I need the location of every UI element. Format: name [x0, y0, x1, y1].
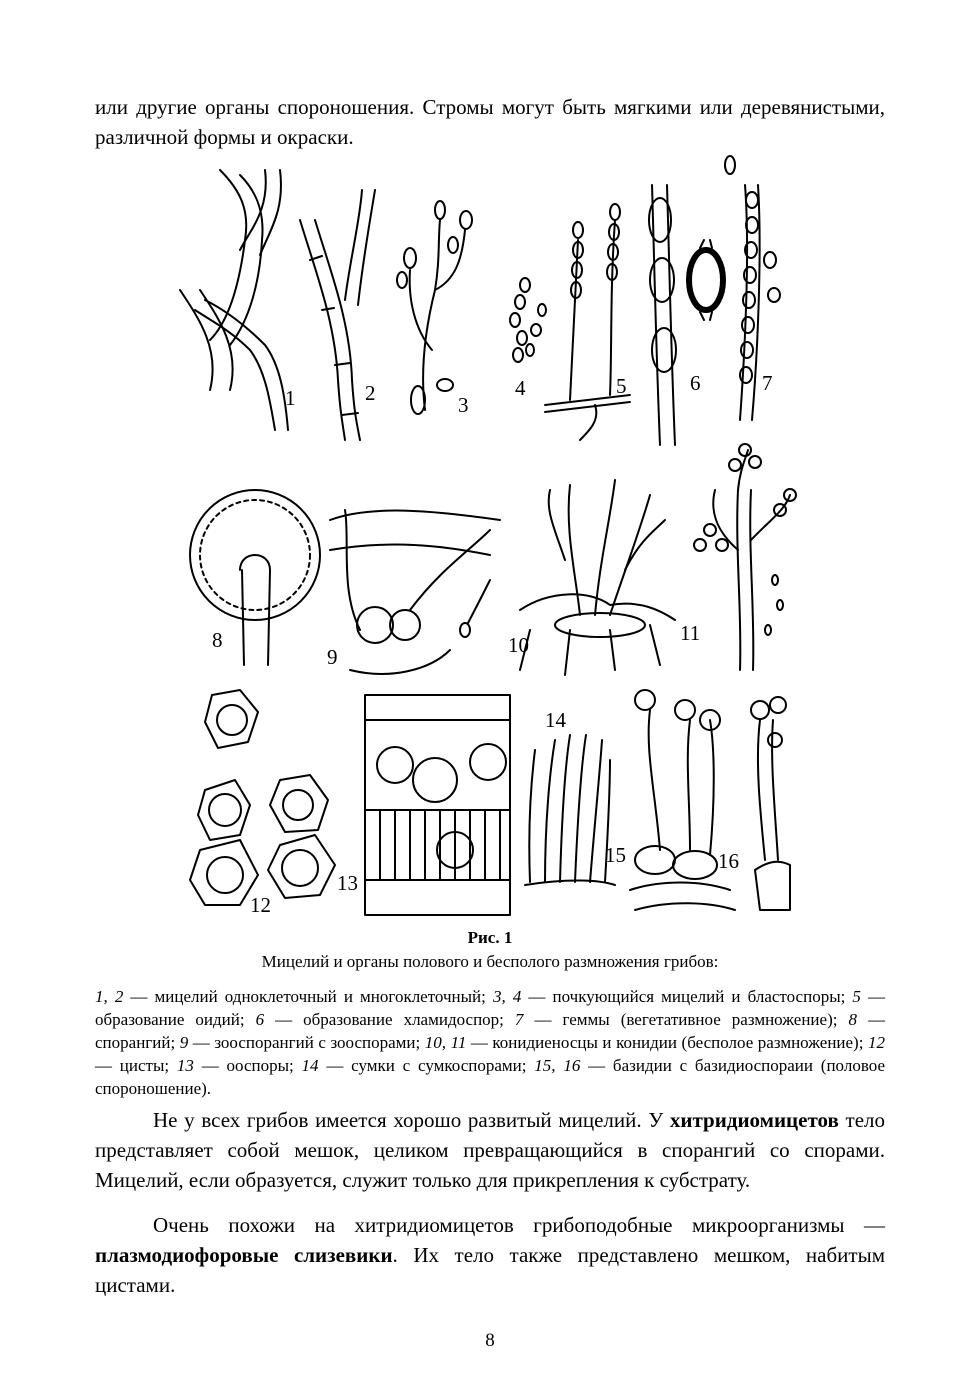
legend-text: — базидии с базидиоспораии (половое спороношение).: [95, 1056, 885, 1098]
panel-4-drawing: [510, 278, 546, 362]
panel-3-drawing: [397, 201, 472, 414]
legend-text: — образование оидий;: [95, 987, 886, 1029]
panel-label-4: 4: [515, 376, 526, 400]
legend-text: — образование хламидоспор;: [264, 1010, 515, 1029]
panel-label-5: 5: [616, 374, 627, 398]
panel-13-drawing: [365, 695, 510, 915]
legend-text: — ооспоры;: [193, 1056, 302, 1075]
panel-label-15: 15: [605, 843, 626, 867]
figure-legend: [95, 985, 885, 1100]
legend-num: 9: [179, 1033, 189, 1052]
panel-11-drawing: [694, 444, 796, 670]
panel-6-drawing: [649, 185, 723, 445]
panel-8-drawing: [190, 490, 320, 665]
legend-num: 5: [852, 987, 861, 1006]
panel-label-8: 8: [212, 628, 223, 652]
figure-illustration: [170, 150, 820, 930]
panel-10-drawing: [520, 480, 675, 675]
page-number: 8: [485, 1330, 495, 1351]
legend-num: 1, 2: [95, 987, 124, 1006]
legend-num: 10, 11: [424, 1033, 467, 1052]
panel-label-9: 9: [327, 645, 338, 669]
panel-label-13: 13: [337, 871, 358, 895]
term-chytridiomycetes: хитридиомицетов: [669, 1108, 839, 1132]
panel-label-12: 12: [250, 893, 271, 917]
paragraph-text: Не у всех грибов имеется хорошо развитый мицелий. У: [153, 1108, 670, 1132]
panel-label-6: 6: [690, 371, 701, 395]
legend-num: 6: [255, 1010, 265, 1029]
paragraph-chytrids: [95, 1105, 885, 1195]
panel-14-drawing: [525, 735, 615, 885]
figure-label: Рис. 1: [467, 928, 513, 947]
panel-label-16: 16: [718, 849, 739, 873]
legend-text: — зооспорангий с зооспорами;: [188, 1033, 425, 1052]
legend-text: — цисты;: [95, 1056, 177, 1075]
panel-9-drawing: [330, 510, 500, 674]
legend-text: — сумки с сумкоспорами;: [318, 1056, 535, 1075]
legend-num: 13: [176, 1056, 194, 1075]
paragraph-slime-molds: [95, 1210, 885, 1300]
paragraph-text: . Их тело также представлено мешком, набитым цистами.: [95, 1243, 885, 1297]
term-plasmodiophorids: плазмодиофоровые слизевики: [95, 1243, 393, 1267]
panel-label-11: 11: [680, 621, 701, 645]
fungi-drawings: [170, 150, 820, 930]
legend-num: 14: [301, 1056, 319, 1075]
legend-num: 15, 16: [534, 1056, 581, 1075]
panel-label-2: 2: [365, 381, 376, 405]
panel-label-10: 10: [508, 633, 529, 657]
legend-text: — конидиеносцы и конидии (бесполое размножение);: [466, 1033, 868, 1052]
legend-text: — почкующийся мицелий и бластоспоры;: [521, 987, 853, 1006]
legend-text: — мицелий одноклеточный и многоклеточный;: [123, 987, 493, 1006]
legend-text: — геммы (вегетативное размножение);: [523, 1010, 849, 1029]
paragraph-text: Очень похожи на хитридиомицетов грибоподобные микроорганизмы —: [153, 1213, 885, 1237]
panel-label-1: 1: [285, 386, 296, 410]
panel-15-drawing: [630, 690, 735, 910]
legend-text: — спорангий;: [95, 1010, 886, 1052]
panel-2-drawing: [300, 190, 375, 440]
panel-5-drawing: [545, 204, 630, 440]
legend-num: 3, 4: [492, 987, 522, 1006]
legend-num: 7: [514, 1010, 524, 1029]
panel-12-drawing: [190, 690, 335, 905]
figure-caption: Мицелий и органы полового и бесполого размножения грибов:: [261, 952, 719, 971]
panel-1-drawing: [180, 170, 288, 430]
legend-num: 8: [848, 1010, 857, 1029]
intro-paragraph: или другие органы спороношения. Стромы могут быть мягкими или деревянистыми, различной формы и окраски.: [95, 95, 885, 149]
panel-label-7: 7: [762, 371, 773, 395]
panel-label-14: 14: [545, 708, 566, 732]
paragraph-text: тело представляет собой мешок, целиком превращающийся в спорангий со спорами. Мицелий, если образуется, служит только для прикрепления к субстрату.: [95, 1108, 885, 1192]
legend-num: 12: [867, 1033, 885, 1052]
panel-label-3: 3: [458, 393, 469, 417]
panel-16-drawing: [751, 697, 790, 910]
